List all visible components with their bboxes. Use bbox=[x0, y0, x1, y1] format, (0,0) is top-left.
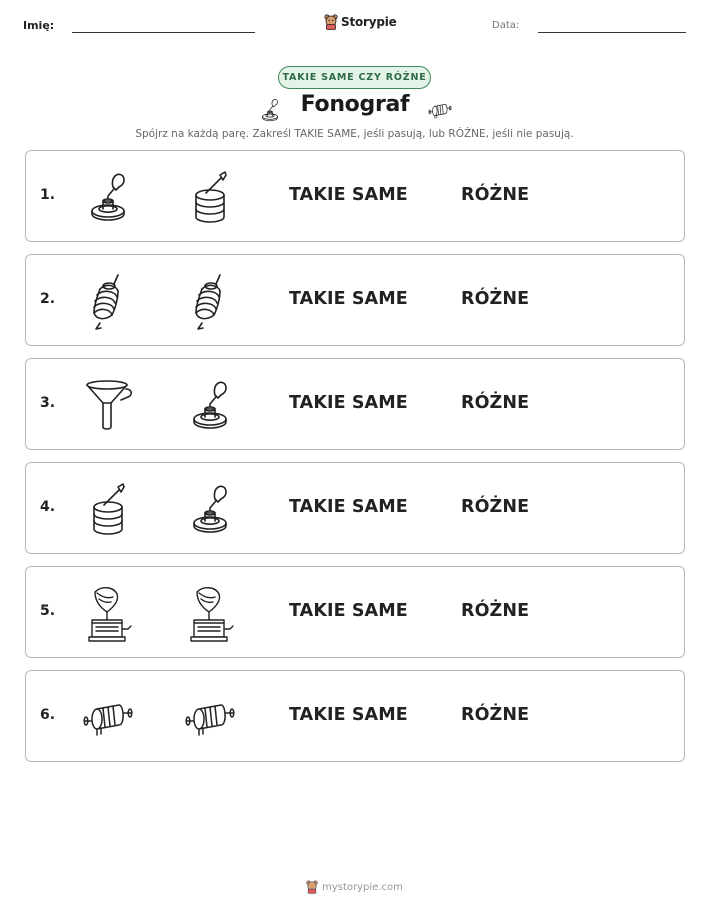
crank-handle-icon bbox=[256, 96, 284, 124]
footer-url[interactable]: mystorypie.com bbox=[322, 881, 403, 893]
date-label: Data: bbox=[492, 20, 520, 31]
exercise-row bbox=[25, 254, 685, 346]
crank-handle-icon bbox=[180, 375, 240, 435]
different-option[interactable]: RÓŻNE bbox=[461, 289, 530, 309]
date-line[interactable] bbox=[538, 32, 686, 33]
name-label: Imię: bbox=[23, 19, 55, 32]
record-stack-icon bbox=[180, 167, 240, 227]
title-row bbox=[250, 92, 460, 126]
cylinder-roller-icon bbox=[426, 96, 454, 124]
different-option[interactable]: RÓŻNE bbox=[461, 705, 530, 725]
row-number: 5. bbox=[40, 603, 56, 619]
activity-badge: TAKIE SAME CZY RÓŻNE bbox=[278, 66, 431, 89]
gramophone-icon bbox=[78, 583, 138, 643]
same-option[interactable]: TAKIE SAME bbox=[289, 497, 408, 517]
bear-icon bbox=[306, 880, 318, 894]
different-option[interactable]: RÓŻNE bbox=[461, 601, 530, 621]
same-option[interactable]: TAKIE SAME bbox=[289, 393, 408, 413]
brand-name: Storypie bbox=[341, 15, 397, 29]
coil-spring-icon bbox=[78, 271, 138, 331]
coil-spring-icon bbox=[180, 271, 240, 331]
record-stack-icon bbox=[78, 479, 138, 539]
same-option[interactable]: TAKIE SAME bbox=[289, 185, 408, 205]
row-number: 2. bbox=[40, 291, 56, 307]
same-option[interactable]: TAKIE SAME bbox=[289, 289, 408, 309]
footer bbox=[0, 880, 709, 894]
row-number: 1. bbox=[40, 187, 56, 203]
same-option[interactable]: TAKIE SAME bbox=[289, 705, 408, 725]
different-option[interactable]: RÓŻNE bbox=[461, 497, 530, 517]
row-number: 6. bbox=[40, 707, 56, 723]
cylinder-roller-icon bbox=[180, 687, 240, 747]
funnel-icon bbox=[78, 375, 138, 435]
crank-handle-icon bbox=[180, 479, 240, 539]
crank-handle-icon bbox=[78, 167, 138, 227]
bear-icon bbox=[324, 14, 338, 30]
different-option[interactable]: RÓŻNE bbox=[461, 393, 530, 413]
gramophone-icon bbox=[180, 583, 240, 643]
row-number: 3. bbox=[40, 395, 56, 411]
storypie-logo bbox=[324, 13, 397, 31]
exercise-row bbox=[25, 462, 685, 554]
row-number: 4. bbox=[40, 499, 56, 515]
exercise-row bbox=[25, 566, 685, 658]
exercise-row bbox=[25, 358, 685, 450]
cylinder-roller-icon bbox=[78, 687, 138, 747]
exercise-row bbox=[25, 150, 685, 242]
exercise-row bbox=[25, 670, 685, 762]
name-line[interactable] bbox=[72, 32, 255, 33]
same-option[interactable]: TAKIE SAME bbox=[289, 601, 408, 621]
different-option[interactable]: RÓŻNE bbox=[461, 185, 530, 205]
instructions: Spójrz na każdą parę. Zakreśl TAKIE SAME, jeśli pasują, lub RÓŻNE, jeśli nie pasują. bbox=[135, 128, 574, 140]
page-title: Fonograf bbox=[300, 92, 410, 117]
